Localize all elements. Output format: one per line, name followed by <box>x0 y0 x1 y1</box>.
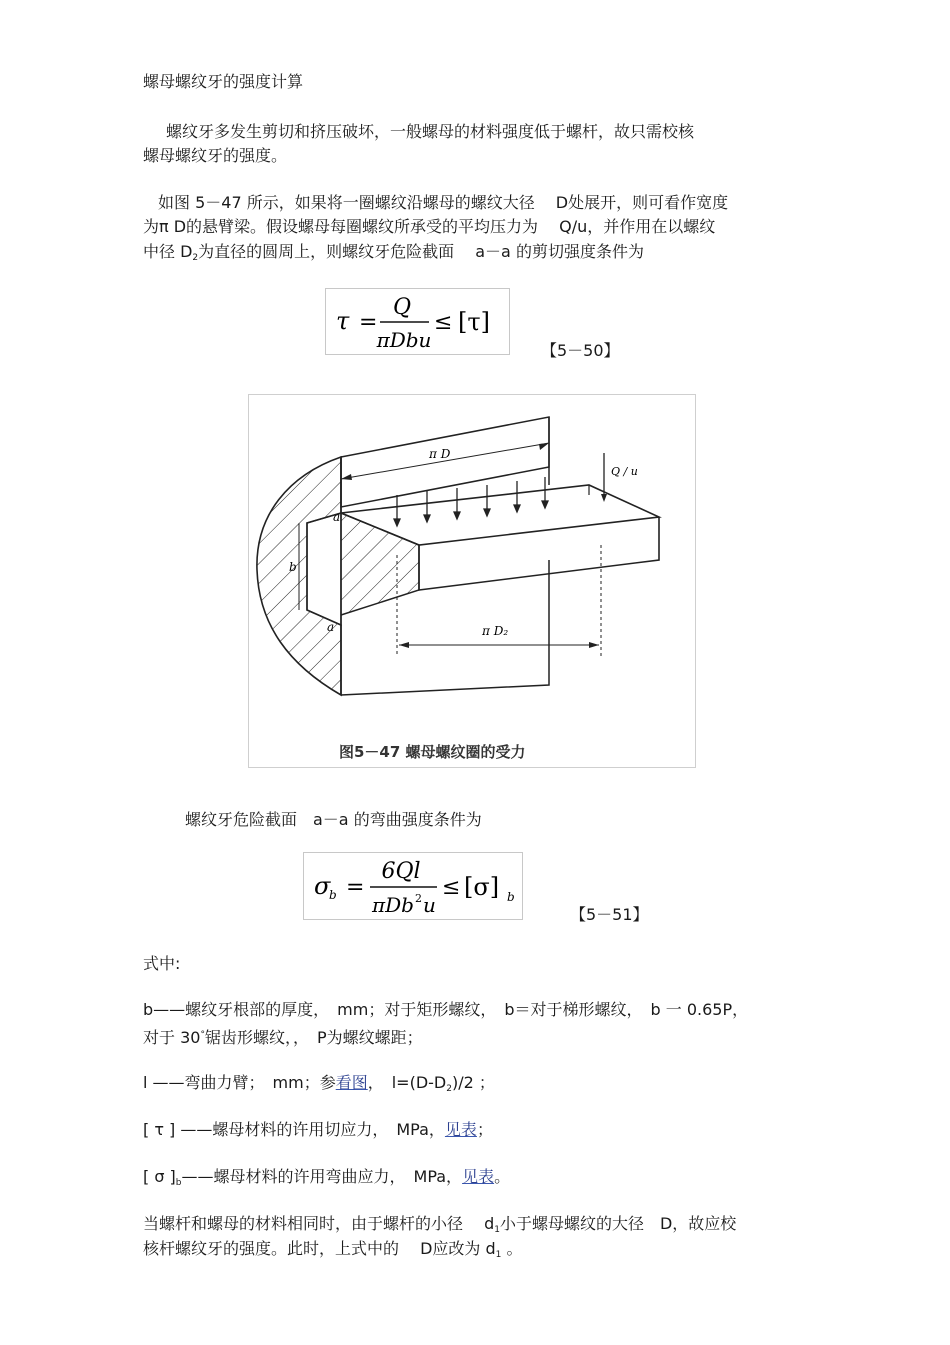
eq2-denominator-sup: 2 <box>415 892 422 905</box>
label-pi-d2: π D₂ <box>482 624 509 638</box>
eq1-numerator: Q <box>392 295 412 320</box>
label-b: b <box>289 560 297 574</box>
paragraph-2-line-1: 如图 5－47 所示，如果将一圈螺纹沿螺母的螺纹大径 D处展开，则可看作宽度 <box>158 193 729 212</box>
eq1-rhs: [τ] <box>458 308 491 336</box>
label-a-top: a <box>333 510 341 524</box>
where-label: 式中: <box>143 954 181 973</box>
paragraph-3: 螺纹牙危险截面 a－a 的弯曲强度条件为 <box>185 810 482 829</box>
eq2-equals: = <box>346 875 365 900</box>
eq2-numerator: 6Ql <box>381 859 421 884</box>
eq2-rhs: [σ] <box>464 873 500 901</box>
definition-tau: [ τ ] ——螺母材料的许用切应力， MPa，见表； <box>143 1120 493 1139</box>
final-line-1: 当螺杆和螺母的材料相同时，由于螺杆的小径 $d_1$小于螺母螺纹的大径 D，故应校 <box>143 1214 737 1235</box>
eq1-denominator: πDbu <box>376 328 432 352</box>
equation-5-50 <box>325 288 510 355</box>
paragraph-2-line-2: 为π D的悬臂梁。假设螺母每圈螺纹所承受的平均压力为 Q/u，并作用在以螺纹 <box>143 217 716 236</box>
eq2-denominator-b: u <box>423 893 436 917</box>
eq1-lhs: τ <box>336 307 350 335</box>
eq2-denominator-a: πDb <box>372 893 414 917</box>
see-table-link-tau[interactable]: 见表 <box>444 1120 477 1139</box>
page-title: 螺母螺纹牙的强度计算 <box>143 72 304 91</box>
definition-b-line-1: b——螺纹牙根部的厚度， mm；对于矩形螺纹， b＝对于梯形螺纹， b 一 0.65P， <box>143 1000 749 1019</box>
eq2-rhs-sub: b <box>507 890 515 904</box>
eq2-lhs-sub: b <box>329 888 337 902</box>
load-arrows <box>394 477 548 526</box>
label-load: Q / u <box>611 465 638 478</box>
equation-5-50-graphic <box>326 289 509 354</box>
paragraph-1-line-2: 螺母螺纹牙的强度。 <box>143 146 288 165</box>
label-a-bottom: a <box>327 620 335 634</box>
nut-thread-diagram <box>249 395 695 767</box>
equation-5-51-graphic <box>304 853 522 919</box>
eq1-equals: = <box>359 310 378 335</box>
equation-5-51-label: 【5－51】 <box>570 905 649 924</box>
eq1-leq: ≤ <box>434 310 453 335</box>
eq2-lhs: σ <box>314 872 331 900</box>
see-figure-link[interactable]: 看图 <box>335 1073 368 1092</box>
figure-5-47 <box>248 394 696 768</box>
definition-b-line-2: 对于 30°锯齿形螺纹，， P为螺纹螺距； <box>143 1028 423 1047</box>
equation-5-51 <box>303 852 523 920</box>
paragraph-1-line-1: 螺纹牙多发生剪切和挤压破坏，一般螺母的材料强度低于螺杆，故只需校核 <box>166 122 695 141</box>
eq2-leq: ≤ <box>442 875 461 900</box>
label-pi-d: π D <box>429 447 451 461</box>
definition-sigma: [ σ ]$_b——$螺母材料的许用弯曲应力， MPa，见表。 <box>143 1167 511 1188</box>
final-line-2: 核杆螺纹牙的强度。此时，上式中的 D应改为 $d_1$ 。 <box>143 1239 523 1260</box>
definition-l: l ——弯曲力臂； mm；参看图， $l=(D-D_2)/2$ ； <box>143 1073 495 1094</box>
see-table-link-sigma[interactable]: 见表 <box>462 1167 495 1186</box>
paragraph-2-line-3: 中径 $D_2$为直径的圆周上，则螺纹牙危险截面 a－a 的剪切强度条件为 <box>143 242 644 263</box>
equation-5-50-label: 【5－50】 <box>541 341 620 360</box>
figure-caption: 图5－47 螺母螺纹圈的受力 <box>339 743 526 761</box>
